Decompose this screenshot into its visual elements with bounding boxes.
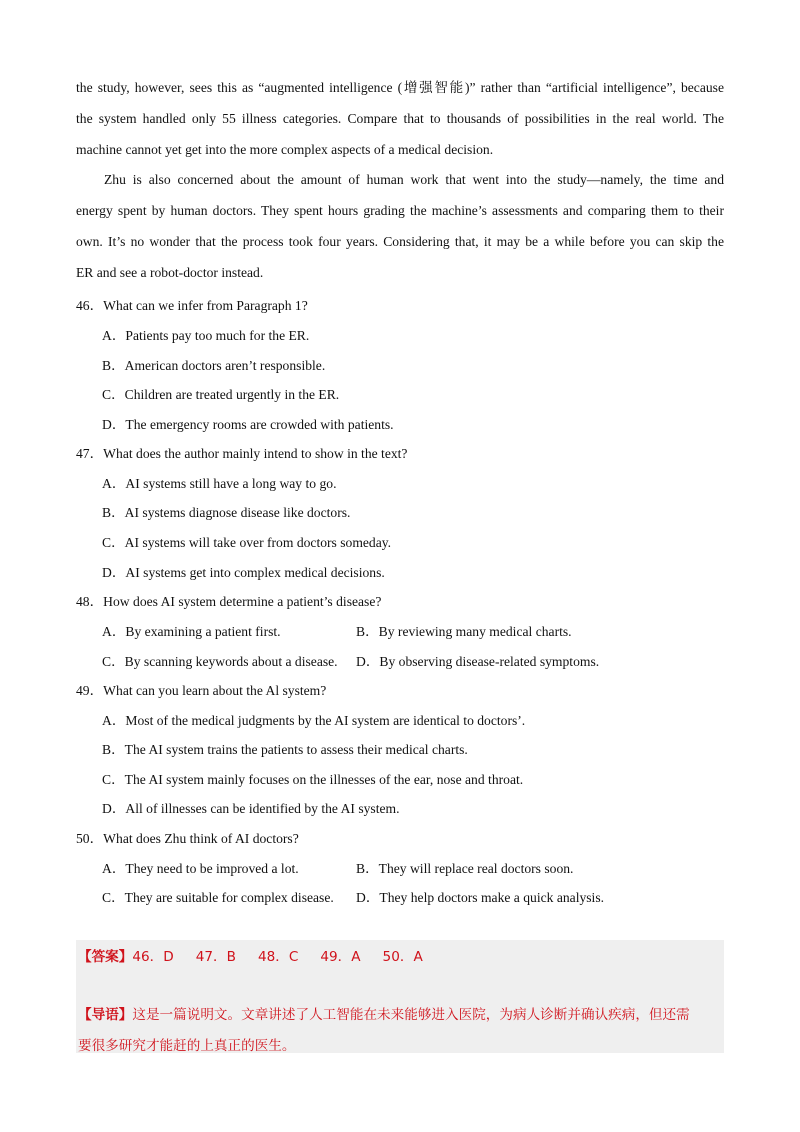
question-49-stem: 49．What can you learn about the Al system? bbox=[76, 683, 327, 698]
guide-text: 这是一篇说明文。文章讲述了人工智能在未来能够进入医院，为病人诊断并确认疾病，但还需 bbox=[132, 1007, 690, 1023]
answer-item: 50．A bbox=[382, 949, 423, 965]
text-line: energy spent by human doctors. They spent hours grading the machine’s assessments and comparing them to their bbox=[76, 203, 724, 218]
question-46-option-d: D．The emergency rooms are crowded with patients. bbox=[102, 417, 394, 432]
passage-paragraph-2 bbox=[76, 164, 724, 288]
text-line: own. It’s no wonder that the process took four years. Considering that, it may be a while before you can skip the bbox=[76, 234, 724, 249]
text-line: Zhu is also concerned about the amount of human work that went into the study—namely, the time and bbox=[104, 172, 724, 187]
question-50-option-d: D．They help doctors make a quick analysis. bbox=[356, 890, 605, 905]
text-line: the study, however, sees this as “augmented intelligence (增强智能)” rather than “artificial intelligence”, because bbox=[76, 80, 724, 95]
question-46-stem: 46．What can we infer from Paragraph 1? bbox=[76, 298, 308, 313]
guide-line-1 bbox=[78, 1003, 690, 1023]
guide-tag: 【导语】 bbox=[78, 1007, 133, 1023]
question-48-option-b: B．By reviewing many medical charts. bbox=[356, 624, 572, 639]
question-48-option-d: D．By observing disease-related symptoms. bbox=[356, 654, 600, 669]
question-50-option-c: C．They are suitable for complex disease. bbox=[102, 890, 334, 905]
text-line: ER and see a robot-doctor instead. bbox=[76, 265, 264, 280]
answer-item: 49．A bbox=[320, 949, 361, 965]
question-46-option-b: B．American doctors aren’t responsible. bbox=[102, 358, 326, 373]
answer-item: 47．B bbox=[195, 949, 236, 965]
question-48-stem: 48．How does AI system determine a patient’s disease? bbox=[76, 594, 382, 609]
question-50-option-b: B．They will replace real doctors soon. bbox=[356, 861, 574, 876]
question-49-option-d: D．All of illnesses can be identified by the AI system. bbox=[102, 801, 400, 816]
question-47-option-a: A．AI systems still have a long way to go. bbox=[102, 476, 337, 491]
question-48-option-c: C．By scanning keywords about a disease. bbox=[102, 654, 338, 669]
question-49-option-c: C．The AI system mainly focuses on the illnesses of the ear, nose and throat. bbox=[102, 772, 524, 787]
answer-item: 48．C bbox=[257, 949, 299, 965]
answer-item: 46．D bbox=[132, 949, 174, 965]
question-47-option-b: B．AI systems diagnose disease like doctors. bbox=[102, 505, 351, 520]
passage-paragraph-1 bbox=[76, 72, 724, 165]
question-47-option-d: D．AI systems get into complex medical decisions. bbox=[102, 565, 385, 580]
text-line: the system handled only 55 illness categories. Compare that to thousands of possibilities in the real world. The bbox=[76, 111, 724, 126]
question-49-option-a: A．Most of the medical judgments by the AI system are identical to doctors’. bbox=[102, 713, 526, 728]
question-50-stem: 50．What does Zhu think of AI doctors? bbox=[76, 831, 299, 846]
question-47-option-c: C．AI systems will take over from doctors someday. bbox=[102, 535, 392, 550]
answer-key bbox=[78, 945, 423, 965]
question-46-option-a: A．Patients pay too much for the ER. bbox=[102, 328, 310, 343]
question-50-option-a: A．They need to be improved a lot. bbox=[102, 861, 299, 876]
text-line: machine cannot yet get into the more complex aspects of a medical decision. bbox=[76, 142, 494, 157]
answer-tag: 【答案】 bbox=[78, 949, 133, 965]
question-48-option-a: A．By examining a patient first. bbox=[102, 624, 281, 639]
question-47-stem: 47．What does the author mainly intend to show in the text? bbox=[76, 446, 408, 461]
question-46-option-c: C．Children are treated urgently in the ER. bbox=[102, 387, 340, 402]
guide-line-2: 要很多研究才能赶的上真正的医生。 bbox=[78, 1038, 296, 1054]
question-49-option-b: B．The AI system trains the patients to assess their medical charts. bbox=[102, 742, 468, 757]
